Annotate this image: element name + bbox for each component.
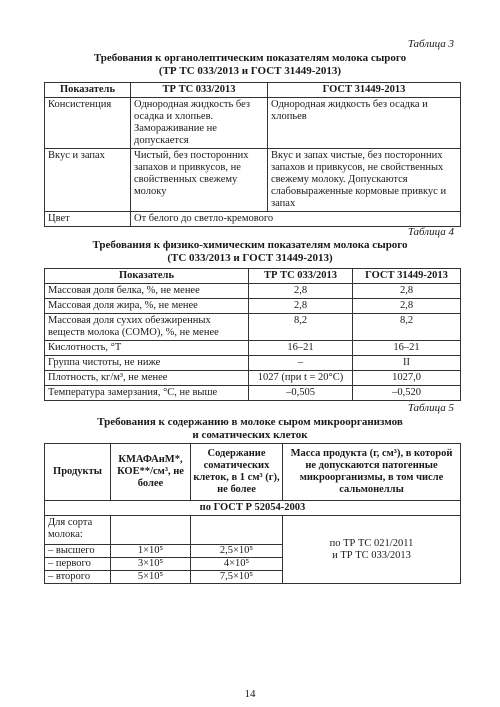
table4 bbox=[44, 268, 461, 401]
table4-row-tr: – bbox=[249, 356, 353, 371]
table4-header-tr: ТР ТС 033/2013 bbox=[249, 269, 353, 284]
table5-group-label: Для сорта молока: bbox=[45, 516, 111, 545]
table4-row-gost: 8,2 bbox=[353, 314, 461, 341]
table3-header-gost: ГОСТ 31449-2013 bbox=[268, 83, 461, 98]
table5-row-grade: – второго bbox=[45, 571, 111, 584]
table5-header-kmafanm: КМАФАнМ*, КОЕ**/см³, не более bbox=[111, 444, 191, 501]
table-row bbox=[45, 341, 461, 356]
table4-row-gost: 16–21 bbox=[353, 341, 461, 356]
table5-header-somatic: Содержание соматических клеток, в 1 см³ (г), не более bbox=[191, 444, 283, 501]
table5-row-somatic: 7,5×10⁵ bbox=[191, 571, 283, 584]
table5-row-somatic: 4×10⁵ bbox=[191, 558, 283, 571]
table4-row-tr: 2,8 bbox=[249, 284, 353, 299]
table4-row-gost: II bbox=[353, 356, 461, 371]
table-row bbox=[45, 269, 461, 284]
table5-row-grade: – высшего bbox=[45, 545, 111, 558]
table3-row-tr: Чистый, без посторонних запахов и привкусов, не свойственных свежему молоку bbox=[131, 149, 268, 212]
table-row bbox=[45, 284, 461, 299]
table4-title-line1: Требования к физико-химическим показателям молока сырого bbox=[92, 239, 408, 251]
table3-caption: Таблица 3 bbox=[407, 38, 454, 50]
table-row bbox=[45, 516, 461, 545]
table5-title-line2: и соматических клеток bbox=[192, 429, 308, 441]
table5-title bbox=[40, 416, 460, 442]
table4-row-name: Плотность, кг/м³, не менее bbox=[45, 371, 249, 386]
table4-header-indicator: Показатель bbox=[45, 269, 249, 284]
table5-header-products: Продукты bbox=[45, 444, 111, 501]
table5-empty-cell bbox=[111, 516, 191, 545]
table4-row-name: Кислотность, °Т bbox=[45, 341, 249, 356]
table4-caption: Таблица 4 bbox=[407, 226, 454, 238]
page-number: 14 bbox=[244, 688, 256, 700]
table4-row-tr: –0,505 bbox=[249, 386, 353, 401]
table4-row-gost: 2,8 bbox=[353, 284, 461, 299]
table-row bbox=[45, 314, 461, 341]
table3-row-name: Консистенция bbox=[45, 98, 131, 149]
table3-title bbox=[40, 52, 460, 78]
table4-row-tr: 2,8 bbox=[249, 299, 353, 314]
table3-row-gost: Однородная жидкость без осадка и хлопьев bbox=[268, 98, 461, 149]
table4-row-gost: 2,8 bbox=[353, 299, 461, 314]
table-row bbox=[45, 356, 461, 371]
table5-caption: Таблица 5 bbox=[407, 402, 454, 414]
table4-row-tr: 16–21 bbox=[249, 341, 353, 356]
table-row bbox=[45, 444, 461, 501]
table-row bbox=[45, 371, 461, 386]
table3-row-name: Вкус и запах bbox=[45, 149, 131, 212]
table3-row-gost: Вкус и запах чистые, без посторонних запахов и привкусов, не свойственных свежему молоку. Допускаются слабовыраженные кормовые привкус и запах bbox=[268, 149, 461, 212]
table3-row-tr: Однородная жидкость без осадка и хлопьев. Замораживание не допускается bbox=[131, 98, 268, 149]
table-row bbox=[45, 299, 461, 314]
table-row bbox=[45, 212, 461, 227]
table3 bbox=[44, 82, 461, 227]
table5-row-kmafanm: 3×10⁵ bbox=[111, 558, 191, 571]
table-row bbox=[45, 83, 461, 98]
table5-empty-cell bbox=[191, 516, 283, 545]
table5-row-grade: – первого bbox=[45, 558, 111, 571]
table3-title-line2: (ТР ТС 033/2013 и ГОСТ 31449-2013) bbox=[158, 65, 342, 77]
table5-mass-note bbox=[283, 516, 461, 584]
table4-title-line2: (ТС 033/2013 и ГОСТ 31449-2013) bbox=[167, 252, 333, 264]
table-row bbox=[45, 501, 461, 516]
table3-header-indicator: Показатель bbox=[45, 83, 131, 98]
table5-header-mass: Масса продукта (г, см³), в которой не допускаются патогенные микроорганизмы, в том числе сальмонеллы bbox=[283, 444, 461, 501]
table4-row-name: Температура замерзания, °С, не выше bbox=[45, 386, 249, 401]
table5 bbox=[44, 443, 461, 584]
table-row bbox=[45, 98, 461, 149]
table5-mass-note-line1: по ТР ТС 021/2011 bbox=[329, 537, 414, 549]
table3-row-tr: От белого до светло-кремового bbox=[131, 212, 461, 227]
table-row bbox=[45, 386, 461, 401]
table3-header-tr: ТР ТС 033/2013 bbox=[131, 83, 268, 98]
table4-row-name: Массовая доля жира, %, не менее bbox=[45, 299, 249, 314]
table4-row-gost: –0,520 bbox=[353, 386, 461, 401]
table5-title-line1: Требования к содержанию в молоке сыром микроорганизмов bbox=[97, 416, 403, 428]
table4-row-tr: 1027 (при t = 20°C) bbox=[249, 371, 353, 386]
table4-title bbox=[40, 239, 460, 265]
table5-row-kmafanm: 1×10⁵ bbox=[111, 545, 191, 558]
table5-row-somatic: 2,5×10⁵ bbox=[191, 545, 283, 558]
table4-row-name: Массовая доля сухих обезжиренных веществ молока (СОМО), %, не менее bbox=[45, 314, 249, 341]
table5-subheader: по ГОСТ Р 52054-2003 bbox=[45, 501, 461, 516]
table5-mass-note-line2: и ТР ТС 033/2013 bbox=[332, 549, 411, 561]
table4-row-gost: 1027,0 bbox=[353, 371, 461, 386]
table4-row-name: Массовая доля белка, %, не менее bbox=[45, 284, 249, 299]
table-row bbox=[45, 149, 461, 212]
table3-row-name: Цвет bbox=[45, 212, 131, 227]
table3-title-line1: Требования к органолептическим показателям молока сырого bbox=[93, 52, 407, 64]
table4-row-name: Группа чистоты, не ниже bbox=[45, 356, 249, 371]
table5-row-kmafanm: 5×10⁵ bbox=[111, 571, 191, 584]
table4-row-tr: 8,2 bbox=[249, 314, 353, 341]
table4-header-gost: ГОСТ 31449-2013 bbox=[353, 269, 461, 284]
